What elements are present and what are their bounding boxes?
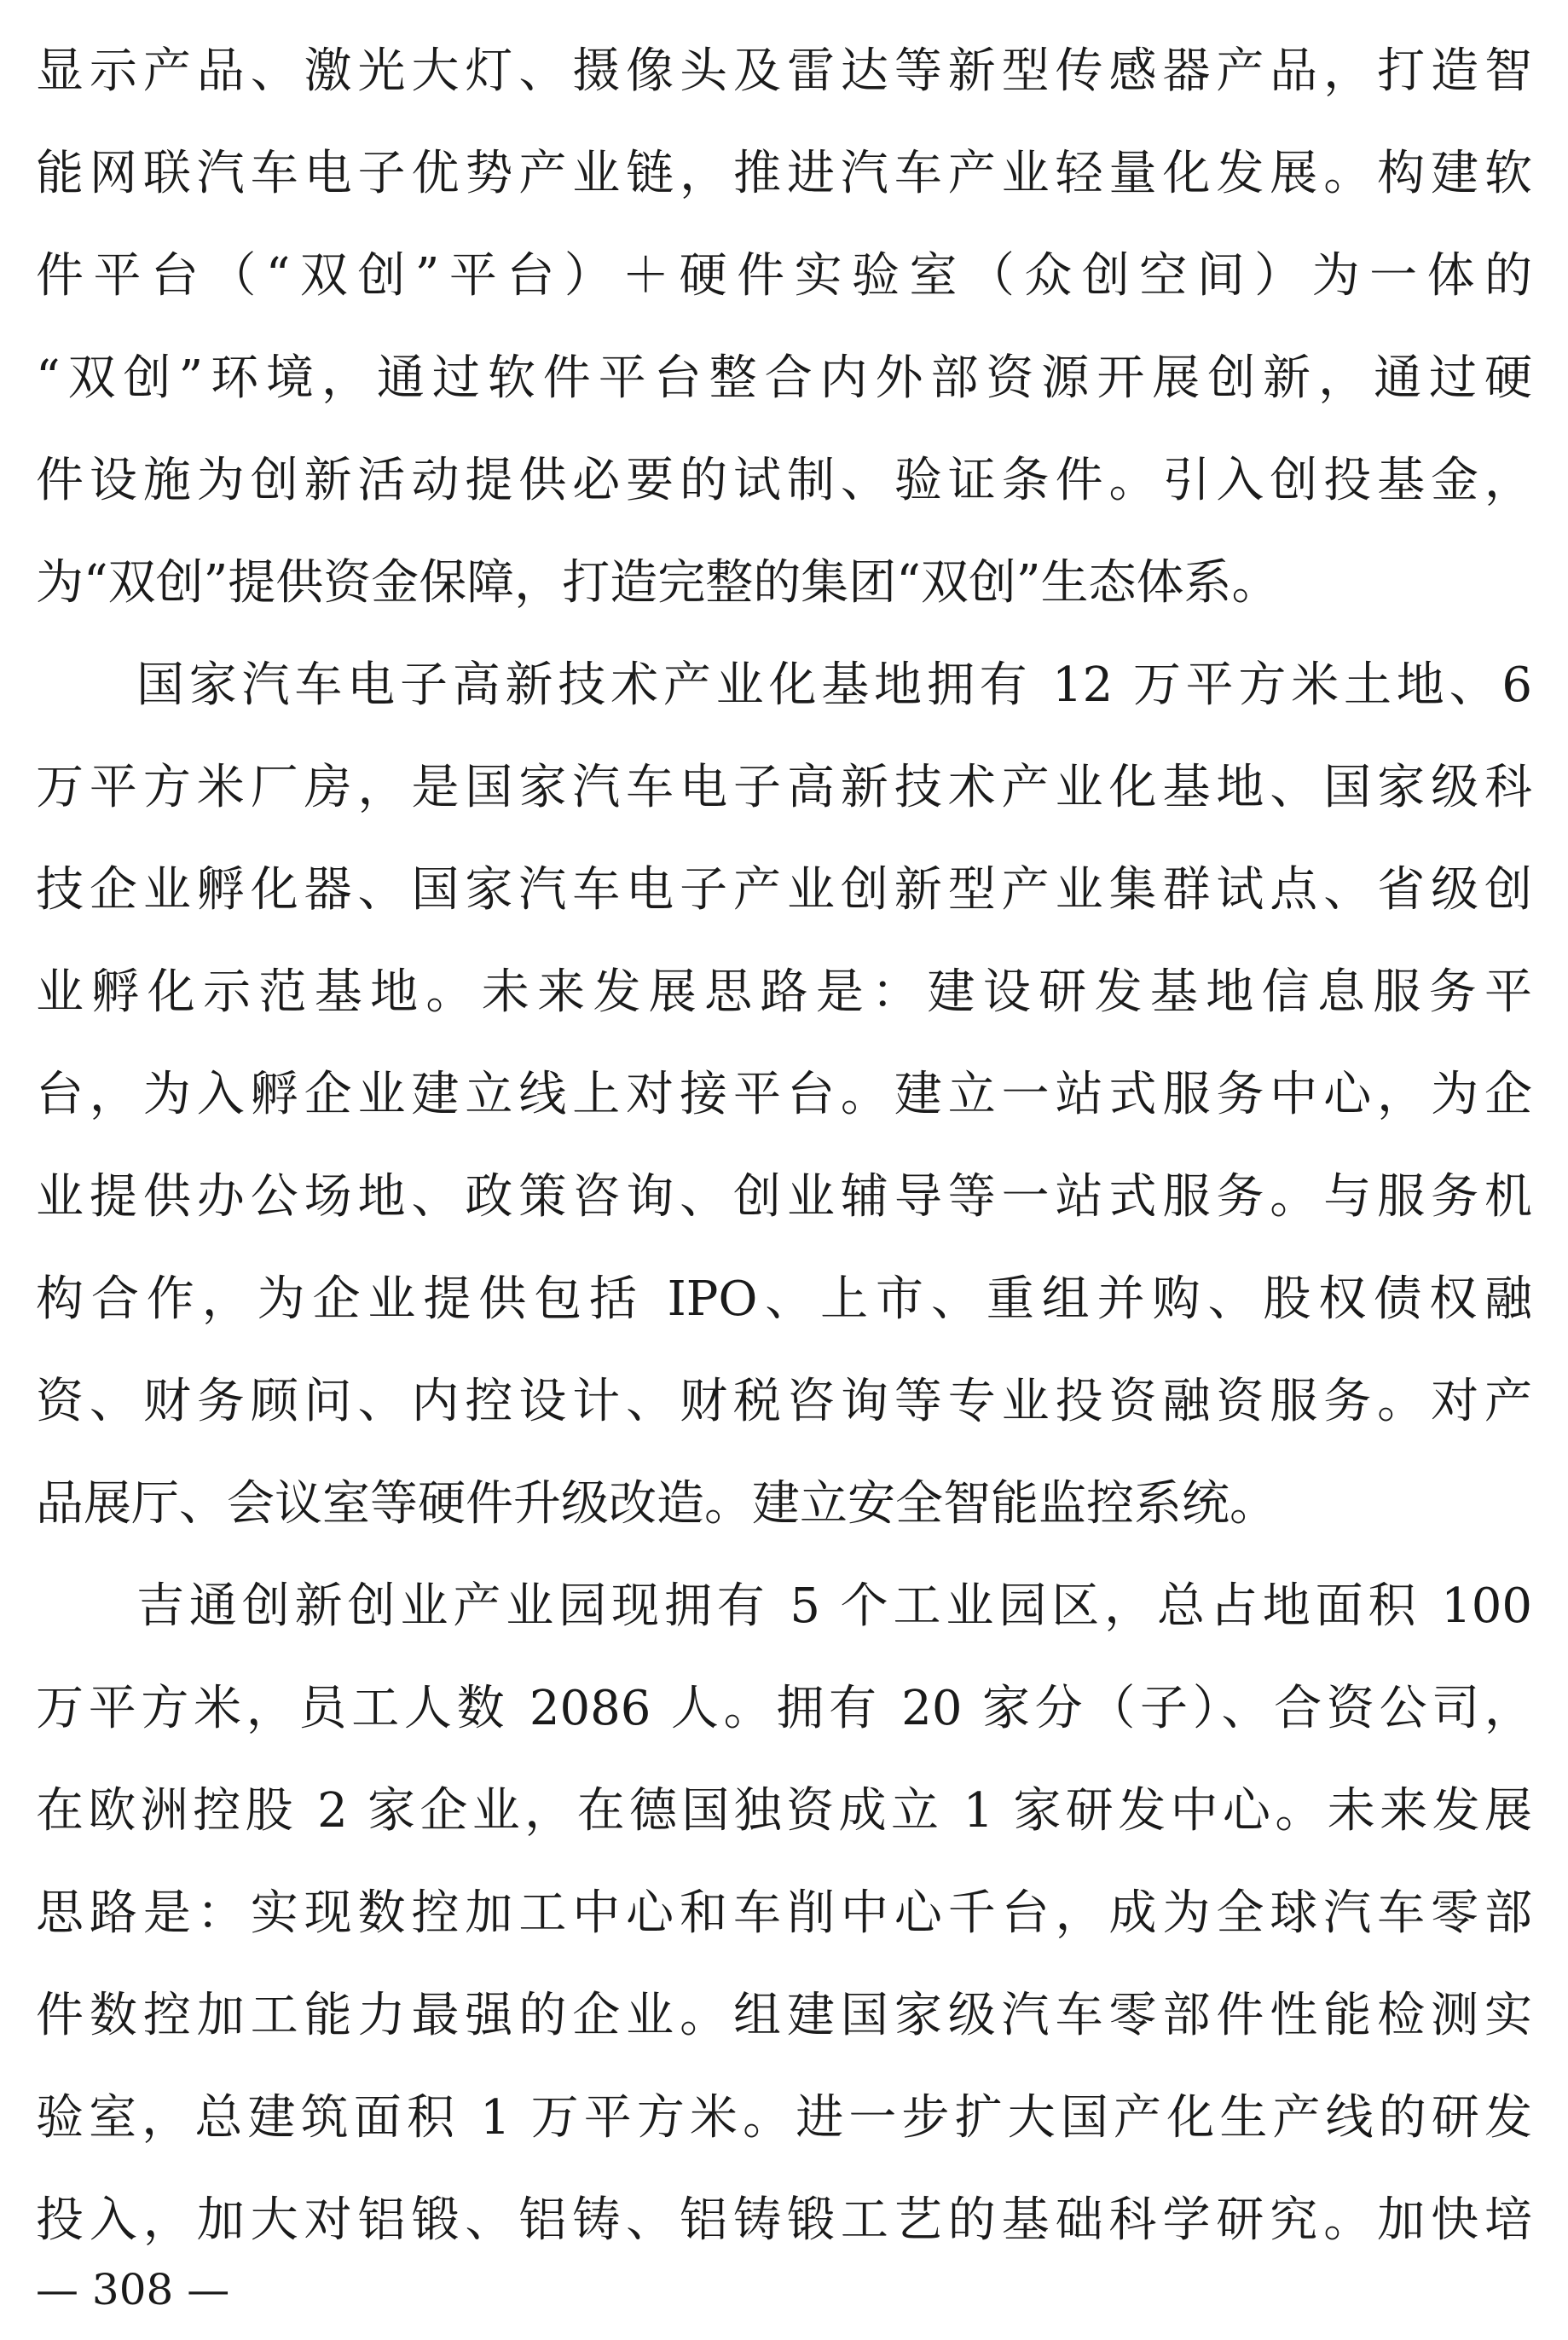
paragraph-3-line-5: 件数控加工能力最强的企业。组建国家级汽车零部件性能检测实	[36, 1988, 1532, 2043]
paragraph-2-line-1: 国家汽车电子高新技术产业化基地拥有 12 万平方米土地、6	[136, 657, 1532, 713]
paragraph-2-line-5: 台，为入孵企业建立线上对接平台。建立一站式服务中心，为企	[36, 1067, 1532, 1122]
paragraph-2-line-2: 万平方米厂房，是国家汽车电子高新技术产业化基地、国家级科	[36, 760, 1532, 815]
paragraph-2-line-9: 品展厅、会议室等硬件升级改造。建立安全智能监控系统。	[36, 1476, 1277, 1532]
paragraph-2-line-3: 技企业孵化器、国家汽车电子产业创新型产业集群试点、省级创	[36, 862, 1532, 918]
paragraph-1-line-6: 为“双创”提供资金保障，打造完整的集团“双创”生态体系。	[36, 555, 1280, 611]
paragraph-1-line-3: 件平台（“双创”平台）＋硬件实验室（众创空间）为一体的	[36, 248, 1532, 304]
paragraph-3-line-7: 投入，加大对铝锻、铝铸、铝铸锻工艺的基础科学研究。加快培	[36, 2192, 1532, 2248]
paragraph-2-line-8: 资、财务顾问、内控设计、财税咨询等专业投资融资服务。对产	[36, 1374, 1532, 1429]
paragraph-3-line-1: 吉通创新创业产业园现拥有 5 个工业园区，总占地面积 100	[136, 1578, 1532, 1634]
paragraph-1-line-2: 能网联汽车电子优势产业链，推进汽车产业轻量化发展。构建软	[36, 146, 1532, 201]
body-text	[36, 20, 1532, 2272]
paragraph-2-line-6: 业提供办公场地、政策咨询、创业辅导等一站式服务。与服务机	[36, 1169, 1532, 1225]
paragraph-3-line-3: 在欧洲控股 2 家企业，在德国独资成立 1 家研发中心。未来发展	[36, 1783, 1532, 1839]
paragraph-3-line-4: 思路是：实现数控加工中心和车削中心千台，成为全球汽车零部	[36, 1885, 1532, 1941]
paragraph-3-line-2: 万平方米，员工人数 2086 人。拥有 20 家分（子）、合资公司，	[36, 1681, 1532, 1736]
paragraph-3-line-6: 验室，总建筑面积 1 万平方米。进一步扩大国产化生产线的研发	[36, 2090, 1532, 2146]
paragraph-1-line-1: 显示产品、激光大灯、摄像头及雷达等新型传感器产品，打造智	[36, 43, 1532, 99]
paragraph-2-line-4: 业孵化示范基地。未来发展思路是：建设研发基地信息服务平	[36, 964, 1532, 1020]
paragraph-1-line-5: 件设施为创新活动提供必要的试制、验证条件。引入创投基金，	[36, 453, 1532, 508]
page-number: — 308 —	[36, 2265, 230, 2314]
paragraph-2-line-7: 构合作，为企业提供包括 IPO、上市、重组并购、股权债权融	[36, 1271, 1532, 1327]
paragraph-1-line-4: “双创”环境，通过软件平台整合内外部资源开展创新，通过硬	[36, 350, 1532, 406]
